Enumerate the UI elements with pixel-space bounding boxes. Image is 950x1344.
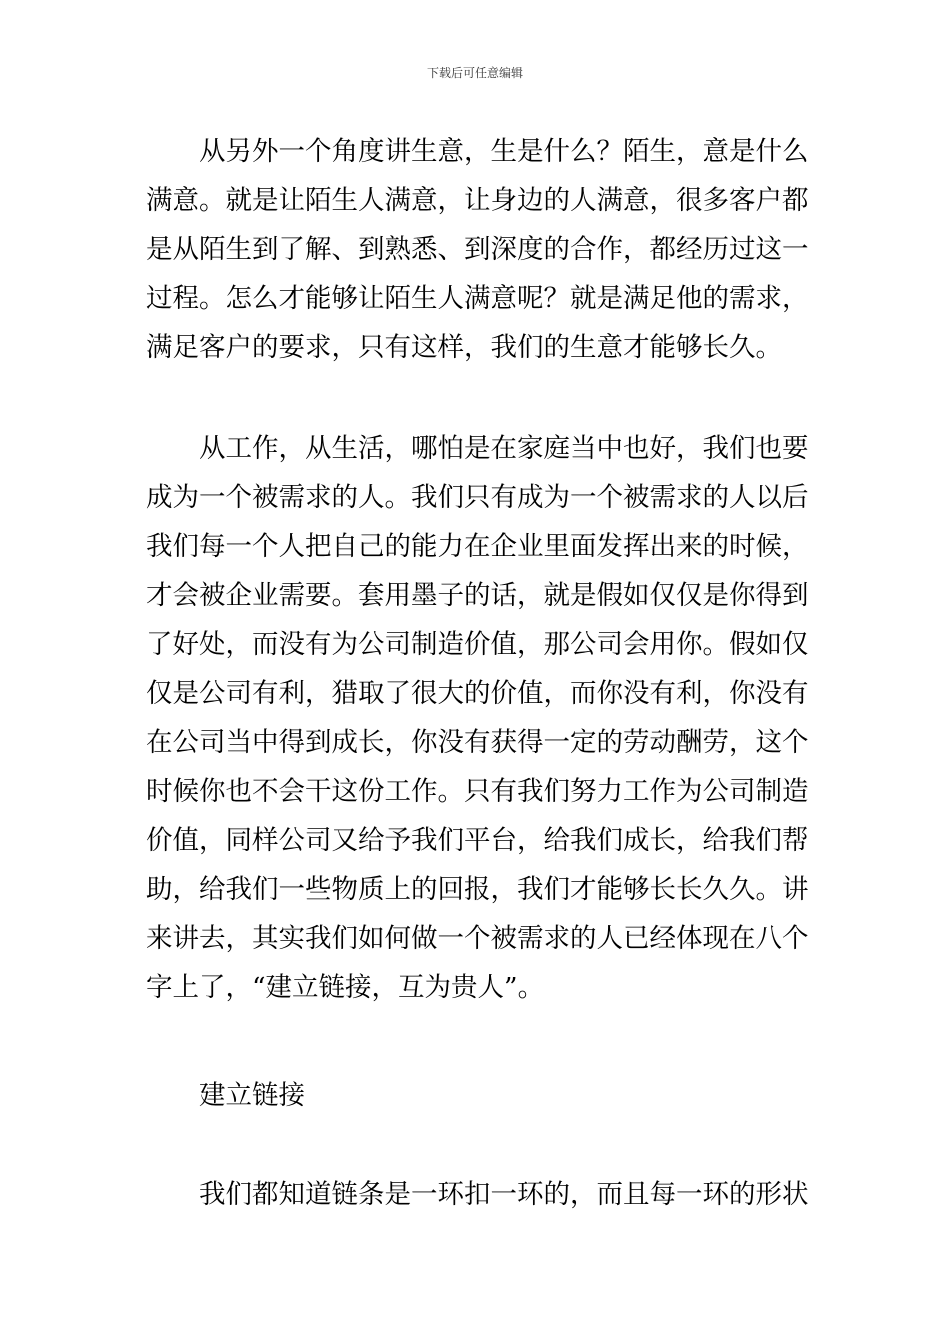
text-line: 时候你也不会干这份工作。只有我们努力工作为公司制造 xyxy=(146,776,809,807)
paragraph xyxy=(146,1170,811,1219)
text-line: 在公司当中得到成长，你没有获得一定的劳动酬劳，这个 xyxy=(146,727,809,758)
paragraph xyxy=(146,424,811,1012)
text-line: 我们每一个人把自己的能力在企业里面发挥出来的时候， xyxy=(146,531,809,562)
text-line: 才会被企业需要。套用墨子的话，就是假如仅仅是你得到 xyxy=(146,580,809,611)
text-line: 从另外一个角度讲生意，生是什么？陌生，意是什么 xyxy=(199,136,809,167)
text-line: 价值，同样公司又给予我们平台，给我们成长，给我们帮 xyxy=(146,825,809,856)
text-line: 仅是公司有利，猎取了很大的价值，而你没有利，你没有 xyxy=(146,678,809,709)
text-line: 从工作，从生活，哪怕是在家庭当中也好，我们也要 xyxy=(199,433,809,464)
text-line: 满足客户的要求，只有这样，我们的生意才能够长久。 xyxy=(146,332,782,363)
text-line: 了好处，而没有为公司制造价值，那公司会用你。假如仅 xyxy=(146,629,809,660)
text-line: 助，给我们一些物质上的回报，我们才能够长长久久。讲 xyxy=(146,874,809,905)
text-line: 满意。就是让陌生人满意，让身边的人满意，很多客户都 xyxy=(146,185,809,216)
text-line: 成为一个被需求的人。我们只有成为一个被需求的人以后 xyxy=(146,482,809,513)
section-heading xyxy=(146,1071,811,1120)
text-line: 过程。怎么才能够让陌生人满意呢？就是满足他的需求， xyxy=(146,283,809,314)
text-line: 字上了，“建立链接，互为贵人”。 xyxy=(146,972,545,1003)
text-line: 建立链接 xyxy=(199,1080,305,1111)
text-line: 来讲去，其实我们如何做一个被需求的人已经体现在八个 xyxy=(146,923,809,954)
text-line: 我们都知道链条是一环扣一环的，而且每一环的形状 xyxy=(199,1179,809,1210)
paragraph xyxy=(146,127,811,372)
page-header: 下载后可任意编辑 xyxy=(426,66,523,80)
text-line: 是从陌生到了解、到熟悉、到深度的合作，都经历过这一 xyxy=(146,234,809,265)
